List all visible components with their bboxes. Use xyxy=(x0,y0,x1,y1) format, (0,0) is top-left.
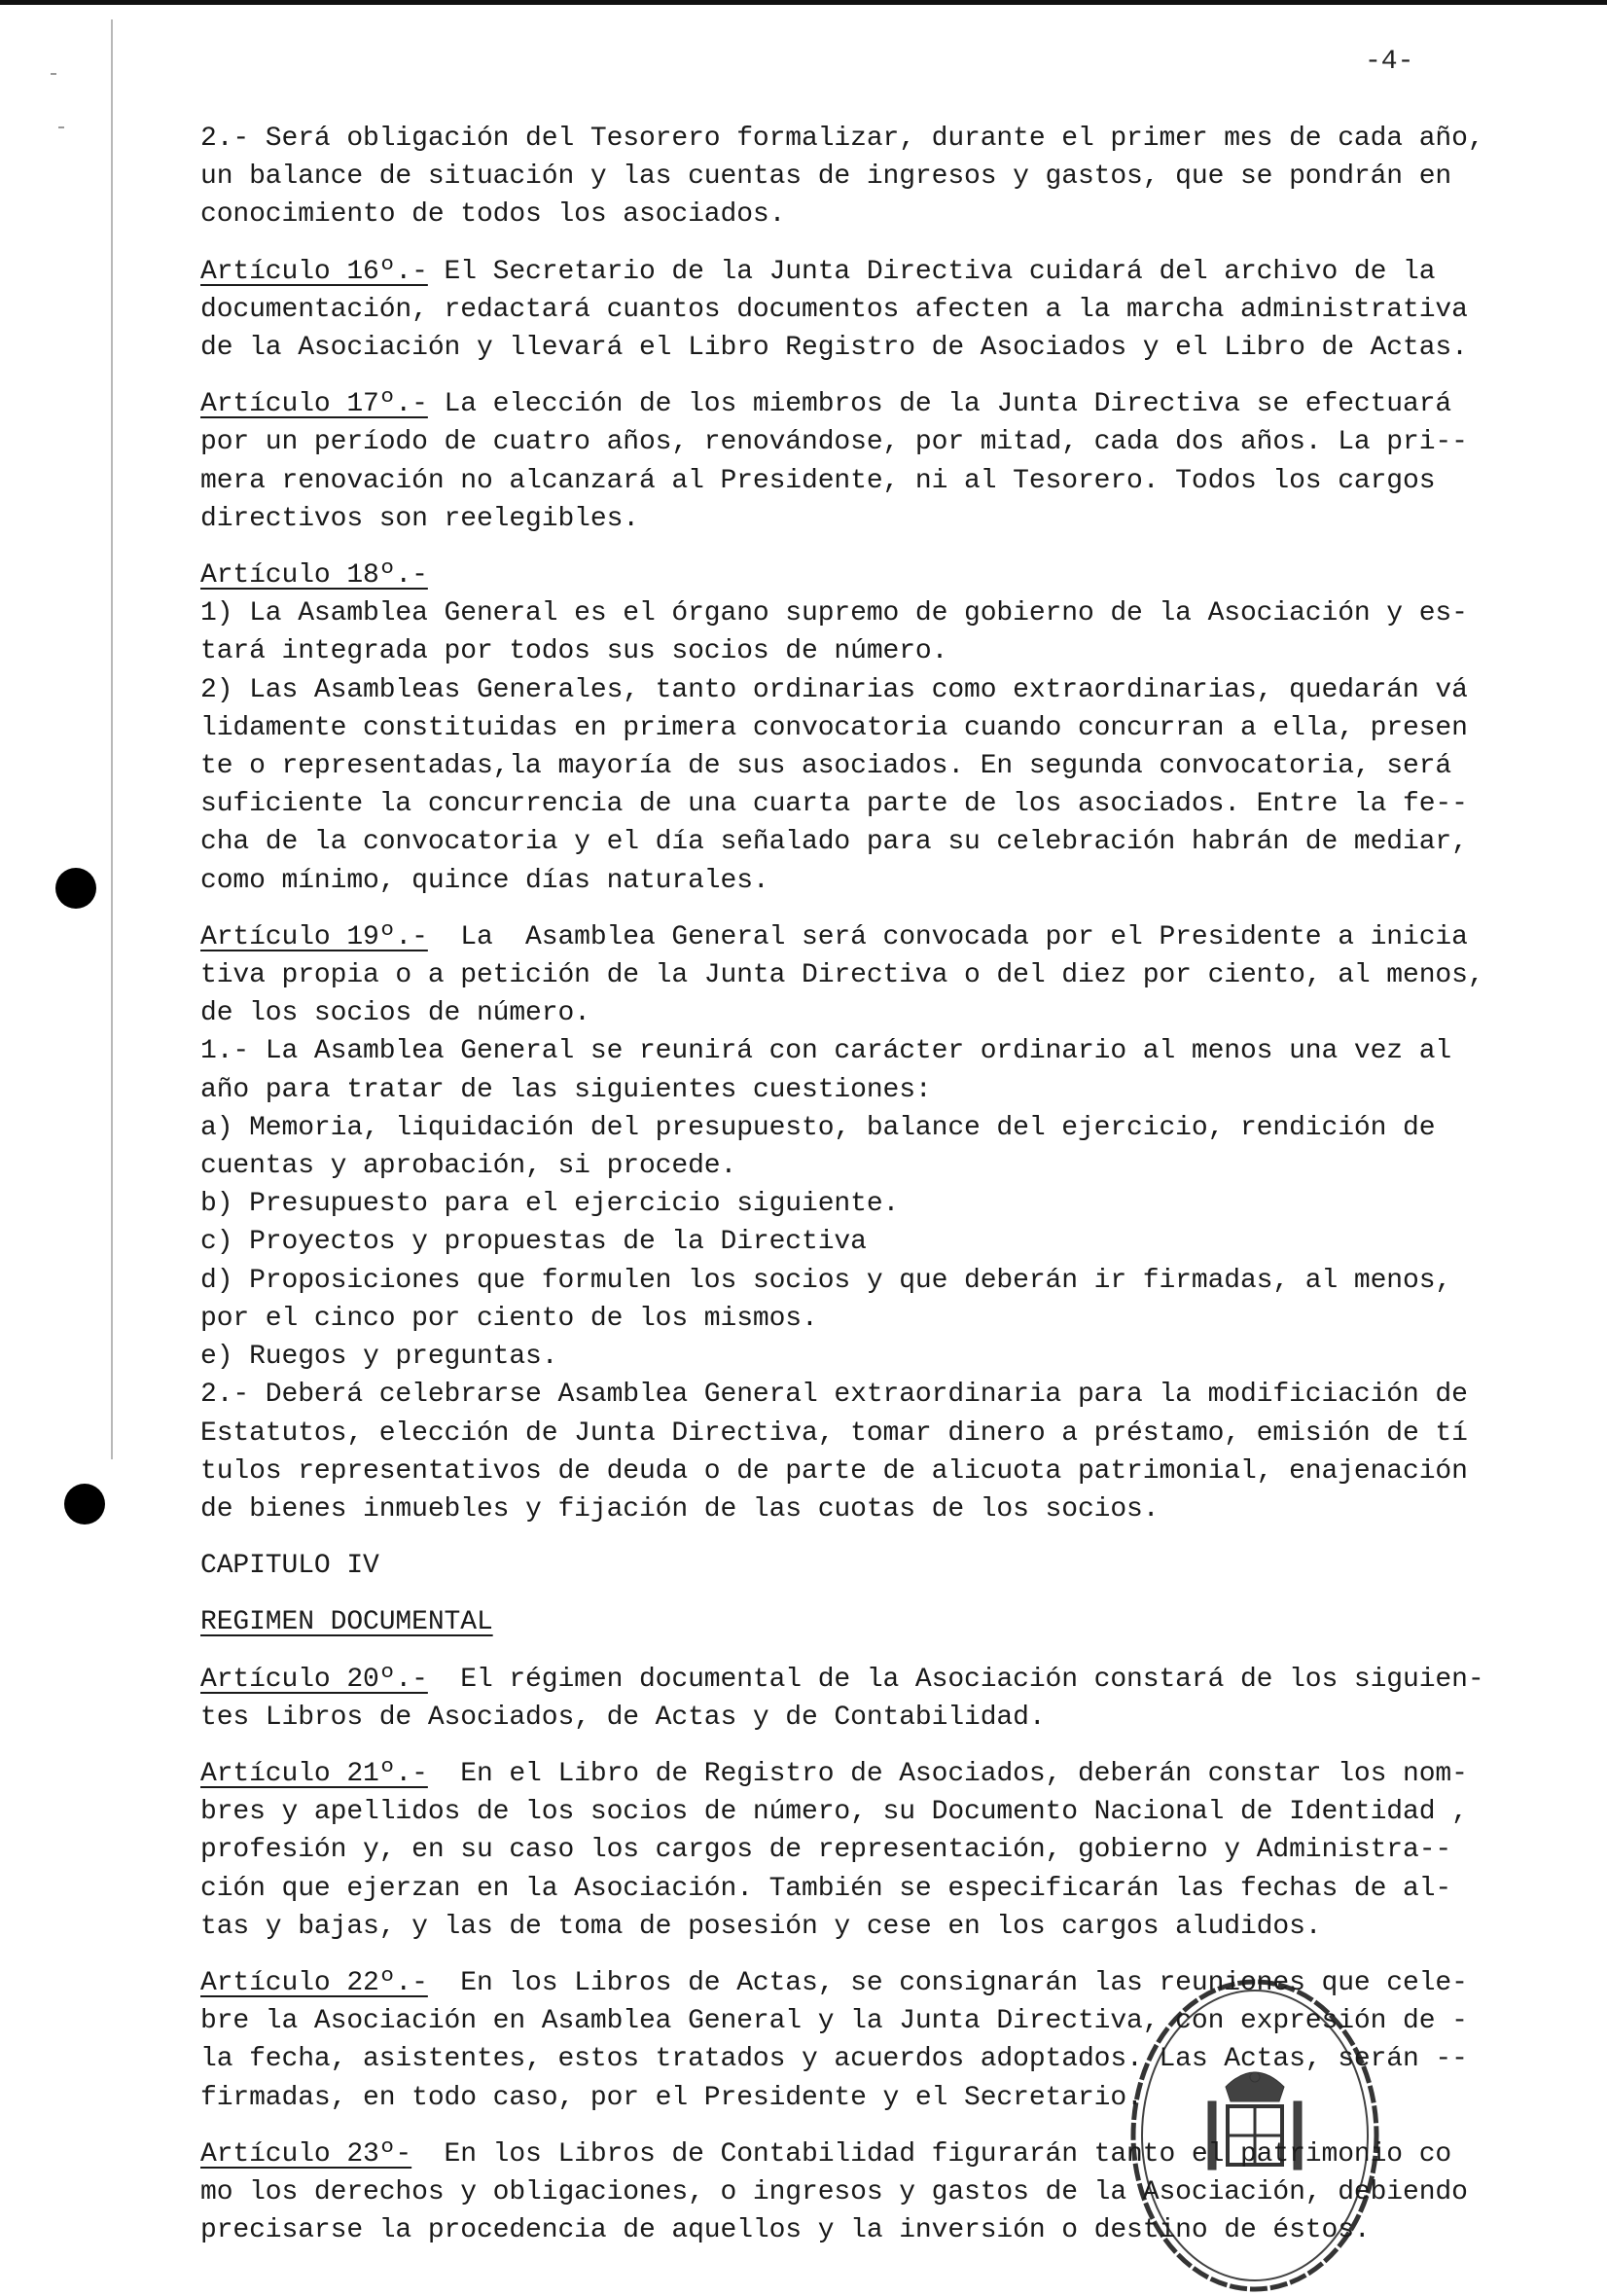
line-text: suficiente la concurrencia de una cuarta parte de los asociados. Entre la fe-- xyxy=(200,789,1468,820)
text-line xyxy=(200,1661,1543,1699)
article-heading: Artículo 22º.- xyxy=(200,1967,428,1998)
line-text: bres y apellidos de los socios de número, su Documento Nacional de Identidad , xyxy=(200,1797,1468,1828)
scan-speck xyxy=(58,126,64,128)
article-paragraph xyxy=(200,1661,1543,1737)
paragraph xyxy=(200,120,1543,234)
text-line xyxy=(200,671,1543,709)
text-line xyxy=(200,1071,1543,1109)
line-text: por un período de cuatro años, renovándose, por mitad, cada dos años. La pri-- xyxy=(200,427,1468,458)
line-text: bre la Asociación en Asamblea General y la Junta Directiva, con expresión de - xyxy=(200,2006,1468,2037)
text-line xyxy=(200,1147,1543,1185)
text-line xyxy=(200,2079,1543,2117)
text-line xyxy=(200,747,1543,785)
text-line xyxy=(200,1223,1543,1261)
line-text: El régimen documental de la Asociación constará de los siguien- xyxy=(427,1664,1484,1695)
text-line xyxy=(200,196,1543,233)
line-text: La Asamblea General será convocada por el Presidente a inicia xyxy=(427,921,1468,952)
text-line xyxy=(200,994,1543,1032)
article-heading: Artículo 21º.- xyxy=(200,1758,428,1789)
text-line xyxy=(200,1755,1543,1793)
line-text: En los Libros de Contabilidad figurarán tanto el patrimonio co xyxy=(411,2138,1452,2170)
text-line xyxy=(200,423,1543,461)
line-text: tas y bajas, y las de toma de posesión y cese en los cargos aludidos. xyxy=(200,1911,1322,1942)
line-text: por el cinco por ciento de los mismos. xyxy=(200,1303,818,1334)
line-text: d) Proposiciones que formulen los socios y que deberán ir firmadas, al menos, xyxy=(200,1265,1452,1296)
article-heading: Artículo 16º.- xyxy=(200,256,428,287)
scan-margin-line xyxy=(111,19,113,1459)
text-line xyxy=(200,253,1543,291)
line-text: En los Libros de Actas, se consignarán las reuniones que cele- xyxy=(427,1967,1468,1998)
line-text: de bienes inmuebles y fijación de las cuotas de los socios. xyxy=(200,1493,1160,1525)
text-line xyxy=(200,120,1543,158)
text-line xyxy=(200,1490,1543,1528)
article-paragraph xyxy=(200,385,1543,538)
line-text: como mínimo, quince días naturales. xyxy=(200,865,769,896)
line-text: directivos son reelegibles. xyxy=(200,503,639,534)
paragraph xyxy=(200,1547,1543,1585)
article-paragraph xyxy=(200,2135,1543,2250)
line-text: 1) La Asamblea General es el órgano supremo de gobierno de la Asociación y es- xyxy=(200,598,1468,629)
article-paragraph xyxy=(200,1964,1543,2117)
text-line xyxy=(200,1338,1543,1376)
line-text: b) Presupuesto para el ejercicio siguiente. xyxy=(200,1189,900,1220)
text-line xyxy=(200,785,1543,823)
line-text: año para tratar de las siguientes cuestiones: xyxy=(200,1074,932,1105)
text-line xyxy=(200,1376,1543,1414)
line-text: te o representadas,la mayoría de sus asociados. En segunda convocatoria, será xyxy=(200,751,1452,782)
article-paragraph xyxy=(200,1755,1543,1946)
line-text: Estatutos, elección de Junta Directiva, tomar dinero a préstamo, emisión de tí xyxy=(200,1417,1468,1449)
text-line xyxy=(200,1831,1543,1869)
text-line xyxy=(200,1185,1543,1223)
text-line xyxy=(200,1793,1543,1831)
line-text: tiva propia o a petición de la Junta Directiva o del diez por ciento, al menos, xyxy=(200,960,1484,991)
line-text: a) Memoria, liquidación del presupuesto, balance del ejercicio, rendición de xyxy=(200,1112,1436,1143)
text-line xyxy=(200,1699,1543,1737)
line-text: conocimiento de todos los asociados. xyxy=(200,199,786,231)
article-heading: Artículo 20º.- xyxy=(200,1664,428,1695)
line-text: un balance de situación y las cuentas de ingresos y gastos, que se pondrán en xyxy=(200,161,1452,193)
text-line xyxy=(200,1415,1543,1453)
punch-hole xyxy=(55,868,96,909)
line-text: 2.- Será obligación del Tesorero formalizar, durante el primer mes de cada año, xyxy=(200,124,1484,154)
text-line xyxy=(200,1300,1543,1338)
article-paragraph xyxy=(200,918,1543,1528)
text-line xyxy=(200,862,1543,900)
text-line xyxy=(200,1109,1543,1147)
text-line xyxy=(200,1908,1543,1946)
line-text: 2.- Deberá celebrarse Asamblea General extraordinaria para la modificiación de xyxy=(200,1380,1468,1411)
line-text: mo los derechos y obligaciones, o ingresos y gastos de la Asociación, debiendo xyxy=(200,2176,1468,2207)
line-text: la fecha, asistentes, estos tratados y acuerdos adoptados. Las Actas, serán -- xyxy=(200,2044,1468,2075)
text-line xyxy=(200,329,1543,367)
text-line xyxy=(200,500,1543,538)
article-heading: Artículo 18º.- xyxy=(200,560,428,592)
text-line xyxy=(200,2135,1543,2173)
line-text: En el Libro de Registro de Asociados, deberán constar los nom- xyxy=(427,1758,1468,1789)
line-text: 1.- La Asamblea General se reunirá con carácter ordinario al menos una vez al xyxy=(200,1036,1452,1067)
scan-speck xyxy=(51,73,56,75)
line-text: mera renovación no alcanzará al Presidente, ni al Tesorero. Todos los cargos xyxy=(200,465,1436,496)
text-line xyxy=(200,1603,1543,1641)
scan-top-border xyxy=(0,0,1607,5)
text-line xyxy=(200,823,1543,861)
line-text: CAPITULO IV xyxy=(200,1551,379,1582)
article-heading: Artículo 19º.- xyxy=(200,921,428,952)
text-line xyxy=(200,291,1543,329)
text-line xyxy=(200,594,1543,632)
article-paragraph xyxy=(200,1603,1543,1641)
article-paragraph xyxy=(200,556,1543,900)
line-text: e) Ruegos y preguntas. xyxy=(200,1342,558,1373)
line-text: cha de la convocatoria y el día señalado para su celebración habrán de mediar, xyxy=(200,827,1468,858)
article-heading: Artículo 17º.- xyxy=(200,389,428,420)
document-body xyxy=(200,120,1543,2268)
line-text: tes Libros de Asociados, de Actas y de Contabilidad. xyxy=(200,1702,1046,1733)
line-text: c) Proyectos y propuestas de la Directiva xyxy=(200,1227,867,1258)
line-text: tará integrada por todos sus socios de número. xyxy=(200,636,948,667)
article-heading: REGIMEN DOCUMENTAL xyxy=(200,1607,493,1638)
line-text: tulos representativos de deuda o de parte de alicuota patrimonial, enajenación xyxy=(200,1455,1468,1487)
text-line xyxy=(200,1964,1543,2002)
line-text: cuentas y aprobación, si procede. xyxy=(200,1151,737,1182)
text-line xyxy=(200,2173,1543,2211)
article-paragraph xyxy=(200,253,1543,368)
text-line xyxy=(200,462,1543,500)
text-line xyxy=(200,1870,1543,1908)
line-text: ción que ejerzan en la Asociación. También se especificarán las fechas de al- xyxy=(200,1873,1452,1904)
line-text: documentación, redactará cuantos documentos afecten a la marcha administrativa xyxy=(200,294,1468,325)
article-heading: Artículo 23º- xyxy=(200,2138,412,2170)
text-line xyxy=(200,1262,1543,1300)
line-text: profesión y, en su caso los cargos de representación, gobierno y Administra-- xyxy=(200,1835,1452,1866)
line-text: lidamente constituidas en primera convocatoria cuando concurran a ella, presen xyxy=(200,712,1468,743)
text-line xyxy=(200,1032,1543,1070)
text-line xyxy=(200,2002,1543,2040)
text-line xyxy=(200,956,1543,994)
page-number: -4- xyxy=(1365,47,1414,77)
punch-hole xyxy=(64,1484,105,1525)
line-text: 2) Las Asambleas Generales, tanto ordinarias como extraordinarias, quedarán vá xyxy=(200,674,1468,705)
line-text: El Secretario de la Junta Directiva cuidará del archivo de la xyxy=(427,256,1436,287)
text-line xyxy=(200,1547,1543,1585)
text-line xyxy=(200,385,1543,423)
text-line xyxy=(200,2040,1543,2078)
text-line xyxy=(200,709,1543,747)
text-line xyxy=(200,158,1543,196)
line-text: La elección de los miembros de la Junta Directiva se efectuará xyxy=(427,389,1452,420)
line-text: firmadas, en todo caso, por el Presidente y el Secretario. xyxy=(200,2082,1143,2113)
text-line xyxy=(200,2211,1543,2249)
line-text: precisarse la procedencia de aquellos y la inversión o destino de éstos. xyxy=(200,2215,1371,2246)
line-text: de los socios de número. xyxy=(200,998,590,1029)
text-line xyxy=(200,632,1543,670)
line-text: de la Asociación y llevará el Libro Registro de Asociados y el Libro de Actas. xyxy=(200,333,1468,364)
text-line xyxy=(200,556,1543,594)
text-line xyxy=(200,1453,1543,1490)
text-line xyxy=(200,918,1543,956)
